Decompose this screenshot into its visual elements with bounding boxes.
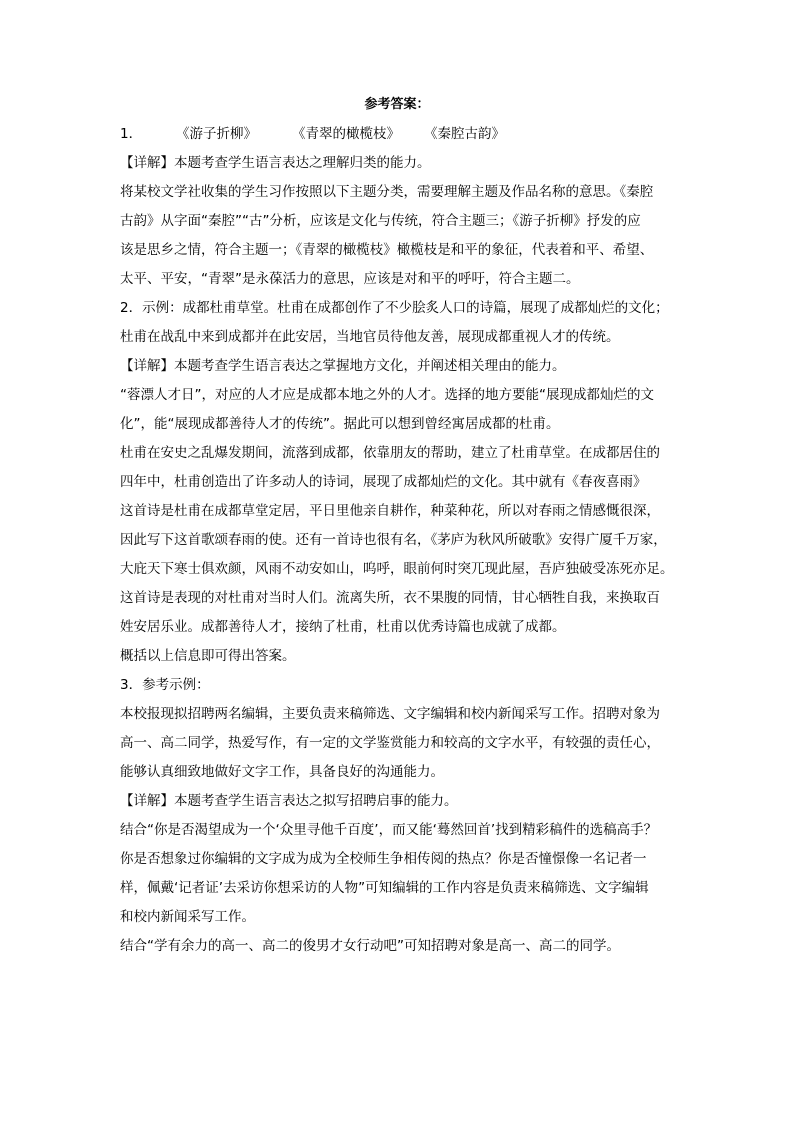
text-line: 这首诗是杜甫在成都草堂定居，平日里他亲自耕作，种菜种花，所以对春雨之情感慨很深，	[120, 503, 660, 519]
answer-title: 《秦腔古韵》	[424, 126, 505, 142]
text-line: 【详解】本题考查学生语言表达之掌握地方文化，并阐述相关理由的能力。	[120, 358, 566, 374]
text-line: 【详解】本题考查学生语言表达之拟写招聘启事的能力。	[120, 793, 458, 809]
text-line: 结合“你是否渴望成为一个‘众里寻他千百度’，而又能‘蓦然回首’找到精彩稿件的选稿高手？	[120, 822, 658, 838]
text-line: 【详解】本题考查学生语言表达之理解归类的能力。	[120, 155, 431, 171]
text-line: 2．示例：成都杜甫草堂。杜甫在成都创作了不少脍炙人口的诗篇，展现了成都灿烂的文化；	[120, 300, 669, 316]
text-line: 本校报现拟招聘两名编辑，主要负责来稿筛选、文字编辑和校内新闻采写工作。招聘对象为	[120, 706, 660, 722]
page-title: 参考答案：	[364, 97, 430, 112]
text-line: 结合“学有余力的高一、高二的俊男才女行动吧”可知招聘对象是高一、高二的同学。	[120, 938, 620, 954]
text-line: 四年中，杜甫创造出了许多动人的诗词，展现了成都灿烂的文化。其中就有《春夜喜雨》	[120, 474, 647, 490]
text-line: 样，佩戴‘记者证’去采访你想采访的人物”可知编辑的工作内容是负责来稿筛选、文字编辑	[120, 880, 649, 896]
text-line: 概括以上信息即可得出答案。	[120, 648, 296, 664]
text-line: 高一、高二同学，热爱写作，有一定的文学鉴赏能力和较高的文字水平，有较强的责任心，	[120, 735, 660, 751]
text-line: 杜甫在安史之乱爆发期间，流落到成都，依靠朋友的帮助，建立了杜甫草堂。在成都居住的	[120, 445, 660, 461]
text-line: 和校内新闻采写工作。	[120, 909, 255, 925]
text-line: 大庇天下寒士俱欢颜，风雨不动安如山，呜呼，眼前何时突兀现此屋，吾庐独破受冻死亦足。	[120, 561, 674, 577]
text-line: 你是否想象过你编辑的文字成为成为全校师生争相传阅的热点？你是否憧憬像一名记者一	[120, 851, 647, 867]
text-line: 杜甫在战乱中来到成都并在此安居，当地官员待他友善，展现成都重视人才的传统。	[120, 329, 620, 345]
text-line: 能够认真细致地做好文字工作，具备良好的沟通能力。	[120, 764, 444, 780]
answer-title: 《青翠的橄榄枝》	[292, 126, 400, 142]
text-line: 古韵》从字面“秦腔”“古”分析，应该是文化与传统，符合主题三；《游子折柳》抒发的应	[120, 213, 641, 229]
text-line: 化”，能“展现成都善待人才的传统”。据此可以想到曾经寓居成都的杜甫。	[120, 416, 560, 432]
text-line: 该是思乡之情，符合主题一；《青翠的橄榄枝》橄榄枝是和平的象征，代表着和平、希望、	[120, 242, 654, 258]
answer-content	[120, 120, 685, 961]
text-line: 这首诗是表现的对杜甫对当时人们。流离失所，衣不果腹的同情，甘心牺牲自我，来换取百	[120, 590, 660, 606]
text-line: 3．参考示例：	[120, 677, 210, 693]
text-line: 太平、平安，“青翠”是永葆活力的意思，应该是对和平的呼吁，符合主题二。	[120, 271, 580, 287]
text-line: “蓉漂人才日”，对应的人才应是成都本地之外的人才。选择的地方要能“展现成都灿烂的文	[120, 387, 654, 403]
question-number: 1．	[120, 126, 143, 142]
answer-title: 《游子折柳》	[176, 126, 257, 142]
text-line: 因此写下这首歌颂春雨的使。还有一首诗也很有名，《茅庐为秋风所破歌》安得广厦千万家，	[120, 532, 667, 548]
text-line: 将某校文学社收集的学生习作按照以下主题分类，需要理解主题及作品名称的意思。《秦腔	[120, 184, 654, 200]
text-line: 姓安居乐业。成都善待人才，接纳了杜甫，杜甫以优秀诗篇也成就了成都。	[120, 619, 566, 635]
question-1-answers	[120, 120, 685, 149]
